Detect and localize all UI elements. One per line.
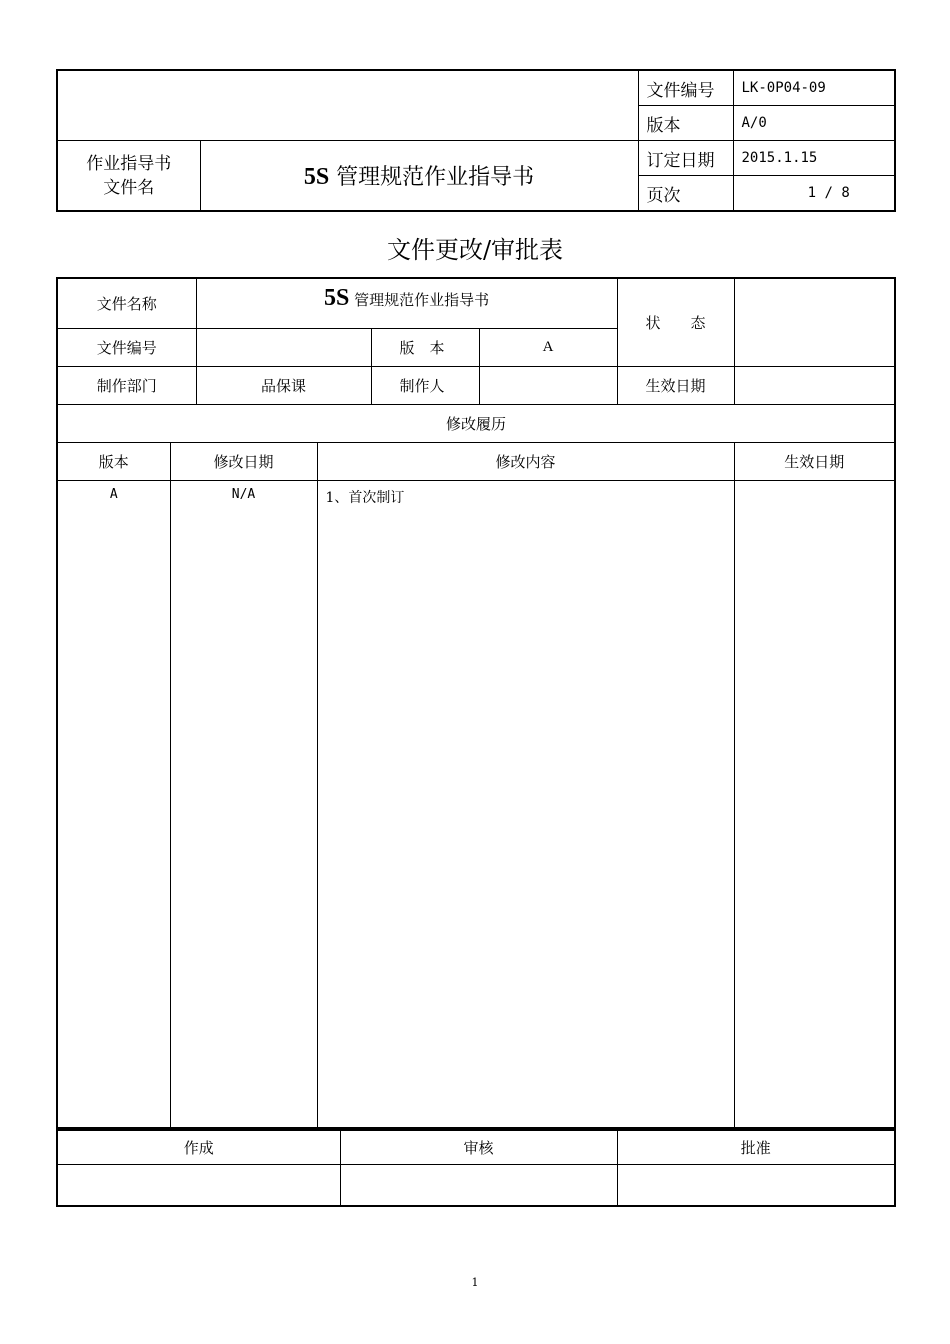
history-col-date: 修改日期 <box>170 442 317 480</box>
file-name-prefix: 5S <box>323 285 350 311</box>
signoff-prepared-cell <box>57 1164 340 1206</box>
history-section-title: 修改履历 <box>57 404 895 442</box>
status-label: 状 态 <box>617 278 734 366</box>
history-row-content: 1、首次制订 <box>317 480 734 1128</box>
version-label: 版本 <box>638 106 733 141</box>
dept-value: 品保课 <box>196 366 371 404</box>
main-version-label: 版 本 <box>371 328 479 366</box>
page-label: 页次 <box>638 176 733 212</box>
file-name-value <box>196 278 617 328</box>
document-title <box>200 141 638 212</box>
doc-type-label <box>57 141 200 212</box>
signoff-reviewed-cell <box>340 1164 617 1206</box>
page-value: 1 / 8 <box>733 176 895 212</box>
file-name-rest: 管理规范作业指导书 <box>349 291 490 309</box>
doc-no-label: 文件编号 <box>638 70 733 106</box>
signoff-approved-cell <box>617 1164 895 1206</box>
main-version-value: A <box>479 328 617 366</box>
file-name-label: 文件名称 <box>57 278 196 328</box>
file-no-value <box>196 328 371 366</box>
signoff-prepared-label: 作成 <box>57 1130 340 1164</box>
doc-no-value: LK-0P04-09 <box>733 70 895 106</box>
signoff-approved-label: 批准 <box>617 1130 895 1164</box>
doc-type-label-line2: 文件名 <box>103 177 155 198</box>
history-row-version: A <box>57 480 170 1128</box>
history-row-effective <box>734 480 895 1128</box>
page-number: 1 <box>471 1276 479 1289</box>
file-no-label: 文件编号 <box>57 328 196 366</box>
history-col-content: 修改内容 <box>317 442 734 480</box>
date-label: 订定日期 <box>638 141 733 176</box>
date-value: 2015.1.15 <box>733 141 895 176</box>
title-prefix: 5S <box>303 164 330 190</box>
signoff-table <box>56 1129 896 1207</box>
approval-table-title: 文件更改/审批表 <box>386 236 564 264</box>
maker-value <box>479 366 617 404</box>
history-col-effective: 生效日期 <box>734 442 895 480</box>
doc-type-label-line1: 作业指导书 <box>86 153 172 174</box>
dept-label: 制作部门 <box>57 366 196 404</box>
signoff-reviewed-label: 审核 <box>340 1130 617 1164</box>
effective-label: 生效日期 <box>617 366 734 404</box>
maker-label: 制作人 <box>371 366 479 404</box>
change-approval-table <box>56 277 896 1129</box>
history-col-version: 版本 <box>57 442 170 480</box>
header-blank-cell <box>57 70 638 141</box>
version-value: A/0 <box>733 106 895 141</box>
history-row <box>57 480 895 1128</box>
status-value <box>734 278 895 366</box>
title-rest: 管理规范作业指导书 <box>329 165 535 190</box>
history-row-date: N/A <box>170 480 317 1128</box>
effective-value <box>734 366 895 404</box>
document-header <box>56 69 896 212</box>
